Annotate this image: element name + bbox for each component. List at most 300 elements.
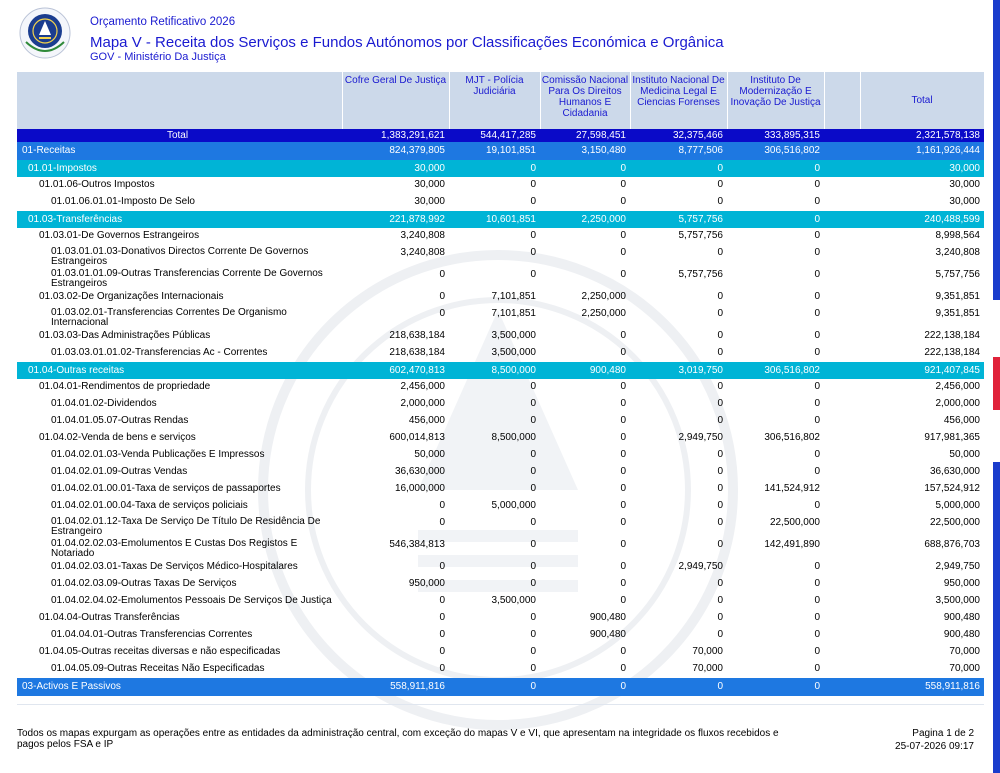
row-value: 2,456,000 [400,381,445,392]
table-row [17,481,984,498]
row-value: 0 [717,466,723,477]
row-value: 0 [814,291,820,302]
row-value: 0 [620,539,626,550]
row-value: 0 [717,247,723,258]
row-value: 0 [717,517,723,528]
total-row [17,129,984,142]
table-row [17,498,984,515]
table-row [17,537,984,559]
row-value: 0 [620,230,626,241]
row-total-value: 2,949,750 [935,561,980,572]
row-description: 01.04.02.01.00.04-Taxa de serviços policiais [51,500,248,511]
row-value: 0 [530,629,536,640]
row-total-value: 1,161,926,444 [860,142,984,160]
row-value: 0 [620,196,626,207]
row-value: 0 [814,612,820,623]
row-value: 0 [620,663,626,674]
row-value: 0 [439,612,445,623]
row-value: 0 [620,449,626,460]
row-value: 218,638,184 [389,347,445,358]
row-value: 0 [717,500,723,511]
row-value: 0 [717,595,723,606]
row-value: 3,240,808 [400,230,445,241]
spacer-cell [824,267,860,289]
row-value: 0 [717,539,723,550]
row-total-value: 3,240,808 [935,247,980,258]
table-row [17,413,984,430]
row-value: 2,000,000 [400,398,445,409]
row-value: 0 [620,466,626,477]
row-value: 900,480 [589,612,626,623]
spacer-cell [824,593,860,610]
row-total-value: 240,488,599 [860,211,984,228]
row-value: 0 [620,517,626,528]
row-value: 900,480 [589,629,626,640]
row-value: 0 [620,500,626,511]
row-value: 7,101,851 [491,308,536,319]
table-row [17,447,984,464]
row-total-value: 9,351,851 [935,308,980,319]
row-value: 70,000 [692,663,723,674]
row-value: 0 [814,595,820,606]
spacer-cell [824,464,860,481]
row-value: 0 [439,291,445,302]
row-value: 544,417,285 [449,129,540,142]
row-value: 2,250,000 [581,291,626,302]
table-row [17,362,984,379]
row-value: 0 [717,347,723,358]
row-value: 0 [530,381,536,392]
spacer-cell [824,228,860,245]
spacer-cell [824,498,860,515]
row-value: 2,949,750 [678,432,723,443]
column-header-medicina-legal: Instituto Nacional De Medicina Legal E Ciencias Forenses [630,72,727,129]
row-total-value: 50,000 [949,449,980,460]
row-total-value: 30,000 [949,196,980,207]
row-value: 0 [530,247,536,258]
row-value: 0 [814,449,820,460]
row-description: 01-Receitas [17,142,342,160]
row-value: 0 [530,415,536,426]
row-description: 01.04.02.01.00.01-Taxa de serviços de passaportes [51,483,281,494]
row-value: 1,383,291,621 [342,129,449,142]
row-total-value: 900,480 [943,629,980,640]
row-value: 0 [814,578,820,589]
row-value: 0 [814,269,820,280]
row-total-value: 70,000 [949,646,980,657]
row-total-value: 2,321,578,138 [860,129,984,142]
row-value: 306,516,802 [727,362,824,379]
spacer-cell [824,345,860,362]
table-row [17,228,984,245]
row-value: 0 [814,398,820,409]
spacer-cell [824,396,860,413]
row-value: 0 [530,483,536,494]
row-value: 30,000 [414,196,445,207]
row-value: 3,019,750 [630,362,727,379]
spacer-cell [824,430,860,447]
report-title: Mapa V - Receita dos Serviços e Fundos Autónomos por Classificações Económica e Orgânica [90,34,724,51]
spacer-cell [824,481,860,498]
row-description: 01.03-Transferências [17,211,342,228]
row-value: 0 [717,179,723,190]
row-value: 0 [630,160,727,177]
revenue-table-container [17,72,984,696]
row-value: 5,757,756 [678,230,723,241]
row-total-value: 30,000 [860,160,984,177]
row-total-value: 917,981,365 [924,432,980,443]
spacer-cell [824,306,860,328]
row-value: 602,470,813 [342,362,449,379]
row-description: 01.04.05.09-Outras Receitas Não Especificadas [51,663,265,674]
row-value: 22,500,000 [769,517,820,528]
row-value: 0 [727,160,824,177]
row-total-value: 2,456,000 [935,381,980,392]
row-description: 01.04.02.03.09-Outras Taxas De Serviços [51,578,237,589]
row-value: 0 [620,432,626,443]
row-value: 456,000 [408,415,445,426]
row-value: 0 [439,595,445,606]
row-value: 0 [814,330,820,341]
row-description: 01.04.02.01.12-Taxa De Serviço De Título De Residência De Estrangeiro [51,516,321,537]
table-row [17,430,984,447]
spacer-cell [824,289,860,306]
table-row [17,160,984,177]
edge-mark-top [993,0,1000,300]
row-description: 01.04.01-Rendimentos de propriedade [39,381,211,392]
row-value: 0 [530,179,536,190]
spacer-cell [824,537,860,559]
footer-divider [17,704,984,705]
row-total-value: 222,138,184 [924,347,980,358]
row-description: 01.03.01.01.03-Donativos Directos Corrente De Governos Estrangeiros [51,246,309,267]
row-description: Total [17,129,342,142]
row-value: 0 [620,595,626,606]
row-description: 03-Activos E Passivos [17,678,342,696]
row-value: 0 [530,230,536,241]
row-total-value: 921,407,845 [860,362,984,379]
column-header-description [17,72,342,129]
row-value: 0 [727,211,824,228]
column-header-blank [824,72,860,129]
row-value: 0 [814,347,820,358]
row-value: 0 [439,308,445,319]
row-value: 0 [530,663,536,674]
row-value: 600,014,813 [389,432,445,443]
table-row [17,593,984,610]
row-value: 824,379,805 [342,142,449,160]
row-value: 218,638,184 [389,330,445,341]
table-row [17,289,984,306]
row-total-value: 688,876,703 [924,539,980,550]
row-value: 0 [814,500,820,511]
row-value: 3,240,808 [400,247,445,258]
row-value: 0 [530,539,536,550]
row-value: 2,949,750 [678,561,723,572]
row-total-value: 3,500,000 [935,595,980,606]
row-value: 0 [530,269,536,280]
row-value: 0 [814,308,820,319]
row-value: 0 [717,612,723,623]
row-value: 0 [717,196,723,207]
row-value: 10,601,851 [449,211,540,228]
row-value: 8,500,000 [491,432,536,443]
row-value: 0 [814,381,820,392]
row-value: 2,250,000 [540,211,630,228]
row-value: 0 [717,330,723,341]
row-description: 01.04.04.01-Outras Transferencias Correntes [51,629,253,640]
row-value: 3,150,480 [540,142,630,160]
table-row [17,177,984,194]
row-value: 900,480 [540,362,630,379]
row-value: 0 [449,160,540,177]
row-value: 0 [530,398,536,409]
row-description: 01.04.02.02.03-Emolumentos E Custas Dos Registos E Notariado [51,538,298,559]
report-subtitle: Orçamento Retificativo 2026 [90,16,236,28]
row-description: 01.04.02-Venda de bens e serviços [39,432,196,443]
row-value: 0 [620,578,626,589]
spacer-cell [824,245,860,267]
table-row [17,559,984,576]
row-value: 0 [620,347,626,358]
table-row [17,211,984,228]
spacer-cell [824,413,860,430]
row-description: 01.04.02.01.03-Venda Publicações E Impressos [51,449,265,460]
row-value: 7,101,851 [491,291,536,302]
table-row [17,328,984,345]
row-value: 0 [620,646,626,657]
row-total-value: 36,630,000 [929,466,980,477]
row-value: 0 [814,646,820,657]
spacer-cell [824,328,860,345]
revenue-table [17,72,985,696]
spacer-cell [824,129,860,142]
column-header-row [17,72,984,129]
row-value: 0 [530,561,536,572]
row-value: 0 [717,308,723,319]
row-value: 5,000,000 [491,500,536,511]
edge-mark-middle [993,357,1000,410]
spacer-cell [824,177,860,194]
row-description: 01.04.01.05.07-Outras Rendas [51,415,189,426]
row-value: 0 [530,449,536,460]
row-value: 0 [717,398,723,409]
row-value: 142,491,890 [764,539,820,550]
row-description: 01.04.05-Outras receitas diversas e não especificadas [39,646,281,657]
row-value: 19,101,851 [449,142,540,160]
row-value: 0 [530,466,536,477]
row-value: 0 [530,578,536,589]
edge-mark-bottom [993,462,1000,773]
row-total-value: 2,000,000 [935,398,980,409]
row-value: 306,516,802 [764,432,820,443]
row-total-value: 456,000 [943,415,980,426]
row-total-value: 157,524,912 [924,483,980,494]
row-description: 01.03.01-De Governos Estrangeiros [39,230,200,241]
row-total-value: 950,000 [943,578,980,589]
column-header-modernizacao-justica: Instituto De Modernização E Inovação De Justiça [727,72,824,129]
row-value: 0 [717,578,723,589]
spacer-cell [824,661,860,678]
row-value: 0 [814,196,820,207]
table-row [17,610,984,627]
row-value: 36,630,000 [394,466,445,477]
row-description: 01.01.06-Outros Impostos [39,179,155,190]
table-row [17,194,984,211]
spacer-cell [824,379,860,396]
row-value: 0 [439,646,445,657]
row-value: 0 [814,230,820,241]
row-value: 3,500,000 [491,347,536,358]
row-value: 0 [814,247,820,258]
row-value: 0 [717,415,723,426]
row-description: 01.04.02.04.02-Emolumentos Pessoais De Serviços De Justiça [51,595,332,606]
row-value: 0 [814,179,820,190]
footer-note: Todos os mapas expurgam as operações entre as entidades da administração central, com exceção do mapas V e VI, que apresentam na integridade os fluxos recebidos e pagos pelos FSA e IP [17,728,779,750]
row-value: 0 [717,483,723,494]
row-value: 27,598,451 [540,129,630,142]
table-row [17,678,984,696]
row-total-value: 70,000 [949,663,980,674]
row-value: 8,500,000 [449,362,540,379]
row-value: 50,000 [414,449,445,460]
table-row [17,379,984,396]
spacer-cell [824,627,860,644]
column-header-total: Total [860,72,984,129]
row-value: 0 [814,663,820,674]
spacer-cell [824,610,860,627]
row-value: 0 [449,678,540,696]
row-value: 0 [814,561,820,572]
row-value: 0 [530,517,536,528]
row-total-value: 900,480 [943,612,980,623]
row-value: 0 [620,247,626,258]
table-row [17,345,984,362]
page-number: Pagina 1 de 2 [912,728,974,739]
row-total-value: 8,998,564 [935,230,980,241]
table-row [17,245,984,267]
row-value: 5,757,756 [630,211,727,228]
row-value: 221,878,992 [342,211,449,228]
row-total-value: 9,351,851 [935,291,980,302]
table-row [17,627,984,644]
row-value: 0 [439,561,445,572]
row-description: 01.03.01.01.09-Outras Transferencias Corrente De Governos Estrangeiros [51,268,323,289]
row-value: 0 [530,612,536,623]
row-value: 8,777,506 [630,142,727,160]
row-value: 0 [620,179,626,190]
row-description: 01.01.06.01.01-Imposto De Selo [51,196,195,207]
row-value: 70,000 [692,646,723,657]
row-value: 0 [814,466,820,477]
report-organization: GOV - Ministério Da Justiça [90,51,226,63]
column-header-policia-judiciaria: MJT - Polícia Judiciária [449,72,540,129]
row-value: 0 [727,678,824,696]
row-value: 0 [620,398,626,409]
table-row [17,644,984,661]
table-row [17,515,984,537]
table-row [17,142,984,160]
row-value: 0 [439,517,445,528]
row-value: 546,384,813 [389,539,445,550]
row-total-value: 30,000 [949,179,980,190]
table-row [17,576,984,593]
row-value: 30,000 [342,160,449,177]
row-value: 0 [439,500,445,511]
row-value: 16,000,000 [394,483,445,494]
row-total-value: 558,911,816 [860,678,984,696]
row-value: 0 [540,678,630,696]
row-description: 01.04-Outras receitas [17,362,342,379]
spacer-cell [824,559,860,576]
row-description: 01.03.03-Das Administrações Públicas [39,330,211,341]
column-header-cofre-geral: Cofre Geral De Justiça [342,72,449,129]
print-date: 25-07-2026 09:17 [895,741,974,752]
table-row [17,661,984,678]
table-row [17,267,984,289]
row-value: 0 [717,629,723,640]
government-seal-icon [18,6,72,60]
table-row [17,396,984,413]
row-value: 30,000 [414,179,445,190]
row-value: 306,516,802 [727,142,824,160]
row-value: 0 [439,269,445,280]
spacer-cell [824,576,860,593]
column-header-comissao-direitos-humanos: Comissão Nacional Para Os Direitos Humanos E Cidadania [540,72,630,129]
row-value: 0 [530,646,536,657]
row-value: 141,524,912 [764,483,820,494]
row-value: 3,500,000 [491,595,536,606]
row-value: 3,500,000 [491,330,536,341]
spacer-cell [824,644,860,661]
row-description: 01.04.01.02-Dividendos [51,398,157,409]
row-value: 0 [620,415,626,426]
row-description: 01.04.02.03.01-Taxas De Serviços Médico-Hospitalares [51,561,298,572]
row-value: 0 [717,449,723,460]
spacer-cell [824,362,860,379]
spacer-cell [824,211,860,228]
table-row [17,464,984,481]
row-value: 0 [620,269,626,280]
row-value: 0 [630,678,727,696]
row-description: 01.03.02-De Organizações Internacionais [39,291,224,302]
spacer-cell [824,678,860,696]
revenue-table-body [17,129,984,696]
row-value: 0 [530,196,536,207]
row-value: 950,000 [408,578,445,589]
row-total-value: 22,500,000 [929,517,980,528]
table-row [17,306,984,328]
row-description: 01.03.03.01.01.02-Transferencias Ac - Correntes [51,347,268,358]
row-value: 0 [439,629,445,640]
row-value: 32,375,466 [630,129,727,142]
row-value: 0 [620,381,626,392]
row-description: 01.04.04-Outras Transferências [39,612,180,623]
row-value: 0 [717,381,723,392]
row-value: 558,911,816 [342,678,449,696]
spacer-cell [824,194,860,211]
row-total-value: 5,757,756 [935,269,980,280]
row-total-value: 222,138,184 [924,330,980,341]
spacer-cell [824,160,860,177]
row-description: 01.01-Impostos [17,160,342,177]
row-total-value: 5,000,000 [935,500,980,511]
row-description: 01.03.02.01-Transferencias Correntes De Organismo Internacional [51,307,287,328]
spacer-cell [824,142,860,160]
row-value: 0 [814,629,820,640]
row-value: 0 [540,160,630,177]
spacer-cell [824,515,860,537]
